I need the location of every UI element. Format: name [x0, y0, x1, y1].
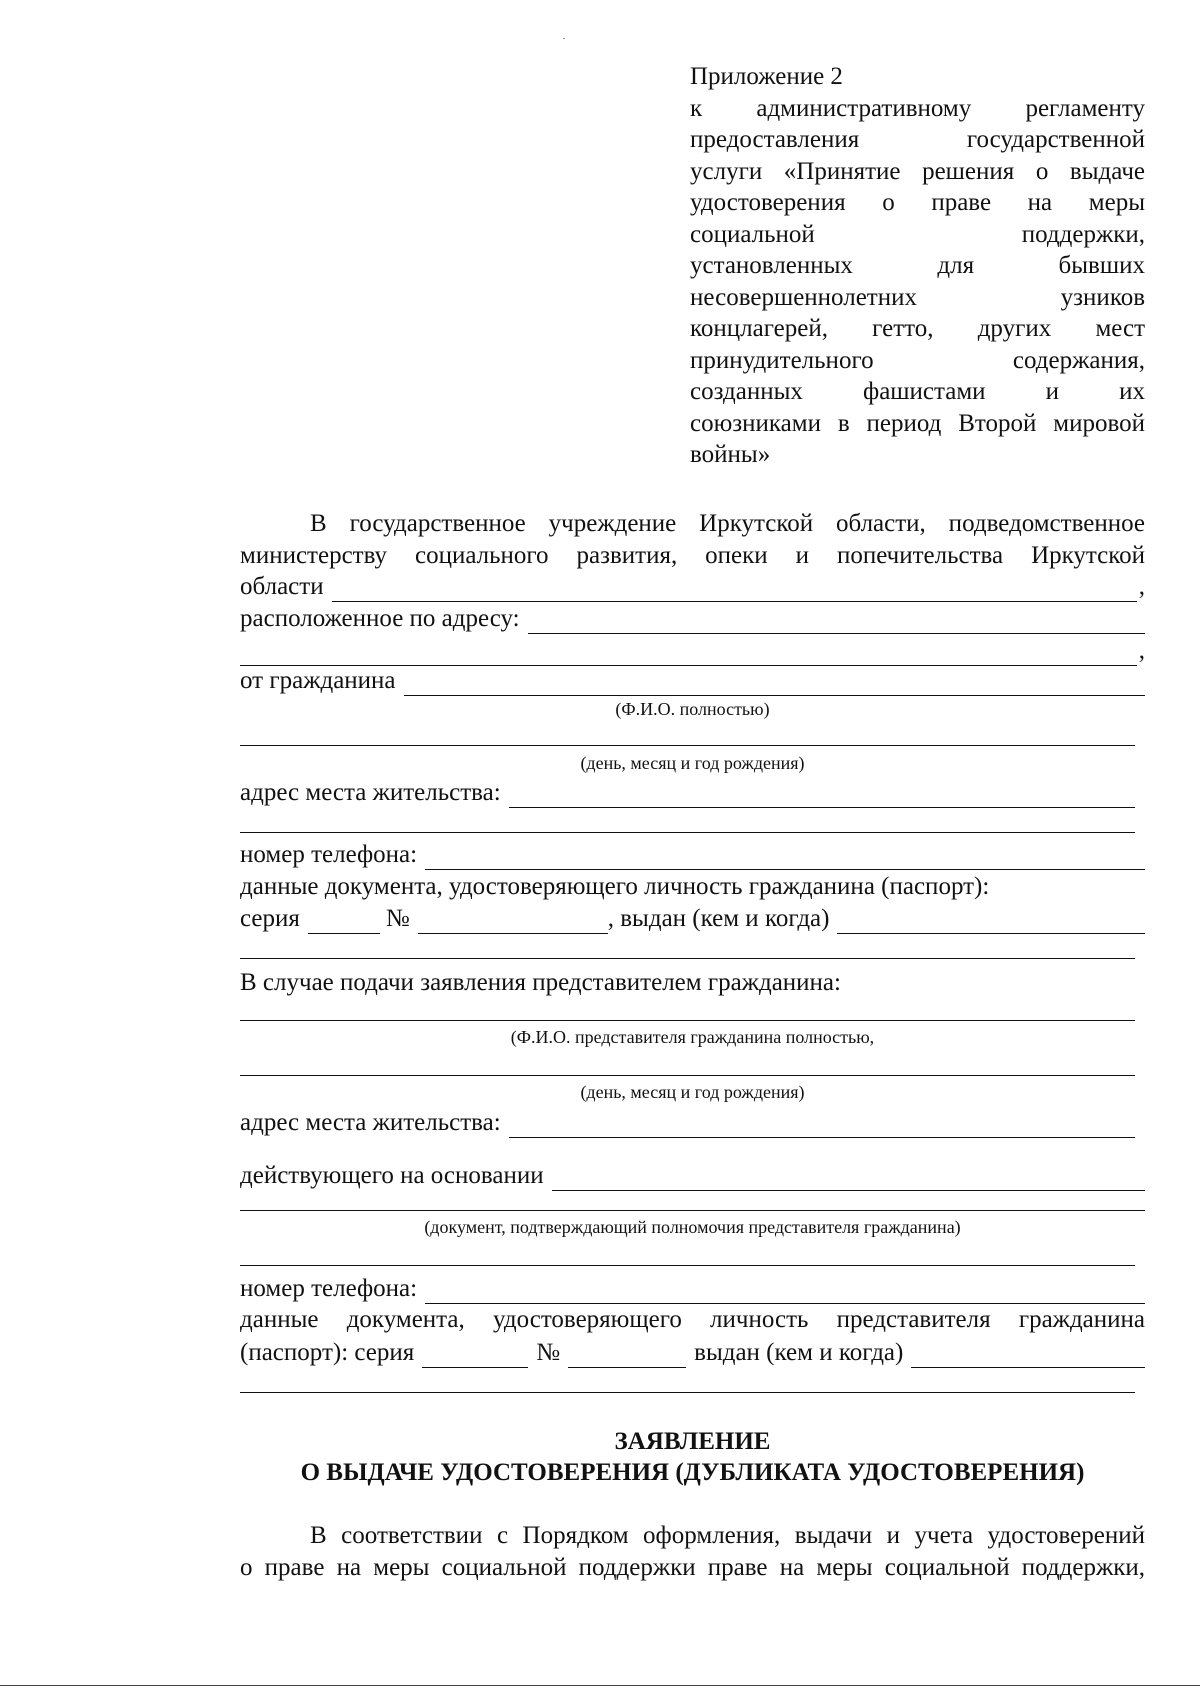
rep-issued-label: выдан (кем и когда)	[694, 1338, 904, 1366]
statement-body	[240, 1520, 1145, 1583]
rep-residence-field[interactable]	[509, 1115, 1135, 1138]
rep-phone-row	[240, 1272, 1145, 1304]
statement-body-line: о праве на меры социальной поддержки праве на меры социальной поддержки,	[240, 1553, 1145, 1581]
id-doc-row	[240, 870, 1145, 902]
acting-field[interactable]	[552, 1168, 1145, 1191]
rep-issued-field[interactable]	[911, 1345, 1145, 1368]
appendix-line: предоставления государственной	[690, 126, 1145, 153]
rep-phone-label: номер телефона:	[240, 1274, 418, 1302]
citizen-fio-field[interactable]	[404, 673, 1145, 696]
intro-line: области	[240, 572, 324, 600]
intro-paragraph	[240, 508, 1145, 571]
number-field[interactable]	[418, 911, 608, 934]
rep-dob-field[interactable]	[240, 1075, 1135, 1076]
series-field[interactable]	[308, 911, 380, 934]
from-label: от гражданина	[240, 666, 396, 694]
rep-number-field[interactable]	[568, 1345, 686, 1368]
rep-case-row	[240, 966, 1145, 998]
appendix-line: концлагерей, гетто, других мест	[690, 315, 1145, 342]
institution-address-row-2	[240, 634, 1145, 666]
rep-number-label: №	[536, 1338, 561, 1366]
rep-residence-label: адрес места жительства:	[240, 1108, 501, 1136]
residence-field[interactable]	[509, 785, 1135, 808]
intro-line: В государственное учреждение Иркутской области, подведомственное	[310, 510, 1145, 537]
appendix-line: к административному регламенту	[690, 94, 1145, 122]
rep-phone-field[interactable]	[425, 1281, 1145, 1304]
statement-title-line: О ВЫДАЧЕ УДОСТОВЕРЕНИЯ (ДУБЛИКАТА УДОСТОВЕРЕНИЯ)	[300, 1459, 1085, 1486]
citizen-row	[240, 664, 1145, 696]
authority-field[interactable]	[240, 1210, 1145, 1211]
rep-residence-row	[240, 1106, 1145, 1138]
authority-field-2[interactable]	[240, 1265, 1135, 1266]
issued-field[interactable]	[837, 911, 1145, 934]
rep-issued-field-2[interactable]	[240, 1392, 1135, 1393]
rep-fio-caption: (Ф.И.О. представителя гражданина полностью,	[510, 1027, 875, 1047]
appendix-line: несовершеннолетних узников	[690, 283, 1145, 311]
appendix-line: удостоверения о праве на меры	[690, 189, 1145, 216]
authority-caption: (документ, подтверждающий полномочия представителя гражданина)	[424, 1217, 961, 1237]
residence-row	[240, 776, 1145, 808]
residence-field-2[interactable]	[240, 832, 1135, 833]
address-label: расположенное по адресу:	[240, 604, 520, 632]
rep-fio-field[interactable]	[240, 1020, 1135, 1021]
comma: ,	[1138, 636, 1145, 664]
scan-speck	[563, 38, 565, 39]
dob-field[interactable]	[240, 745, 1135, 746]
appendix-line: установленных для бывших	[690, 252, 1145, 279]
statement-title	[240, 1426, 1145, 1488]
statement-title-line: ЗАЯВЛЕНИЕ	[614, 1428, 771, 1455]
appendix-line: принудительного содержания,	[690, 346, 1145, 374]
appendix-line: социальной поддержки,	[690, 220, 1145, 248]
phone-row	[240, 838, 1145, 870]
phone-field[interactable]	[425, 847, 1145, 870]
number-label: №	[385, 904, 410, 932]
institution-address-field-2[interactable]	[240, 643, 1137, 666]
residence-label: адрес места жительства:	[240, 778, 501, 806]
comma: ,	[1138, 572, 1145, 600]
appendix-line: созданных фашистами и их	[690, 378, 1145, 405]
rep-passport-label: (паспорт): серия	[240, 1338, 415, 1366]
rep-case-label: В случае подачи заявления представителем гражданина:	[240, 968, 841, 996]
rep-series-field[interactable]	[422, 1345, 528, 1368]
rep-id-doc-line: данные документа, удостоверяющего личность представителя гражданина	[240, 1306, 1145, 1333]
intro-line: министерству социального развития, опеки и попечительства Иркутской	[240, 541, 1145, 569]
rep-passport-row	[240, 1336, 1145, 1368]
institution-field[interactable]	[332, 579, 1137, 602]
statement-body-line: В соответствии с Порядком оформления, выдачи и учета удостоверений	[310, 1522, 1145, 1549]
appendix-line: союзниками в период Второй мировой	[690, 409, 1145, 437]
rep-id-doc-block	[240, 1304, 1145, 1336]
scan-edge-line	[0, 1685, 1200, 1686]
rep-dob-caption: (день, месяц и год рождения)	[580, 1082, 805, 1102]
acting-label: действующего на основании	[240, 1161, 544, 1189]
institution-row	[240, 570, 1145, 602]
appendix-block	[690, 61, 1145, 471]
acting-row	[240, 1159, 1145, 1191]
passport-row	[240, 902, 1145, 934]
appendix-line: войны»	[690, 441, 771, 468]
institution-address-row	[240, 602, 1145, 634]
dob-caption: (день, месяц и год рождения)	[580, 753, 805, 773]
issued-label: , выдан (кем и когда)	[607, 904, 830, 932]
appendix-line: услуги «Принятие решения о выдаче	[690, 157, 1145, 185]
institution-address-field[interactable]	[528, 611, 1145, 634]
fio-caption: (Ф.И.О. полностью)	[615, 699, 770, 719]
issued-field-2[interactable]	[240, 958, 1135, 959]
appendix-title: Приложение 2	[690, 63, 843, 90]
id-doc-label: данные документа, удостоверяющего личность гражданина (паспорт):	[240, 872, 990, 900]
series-label: серия	[240, 904, 300, 932]
phone-label: номер телефона:	[240, 840, 418, 868]
